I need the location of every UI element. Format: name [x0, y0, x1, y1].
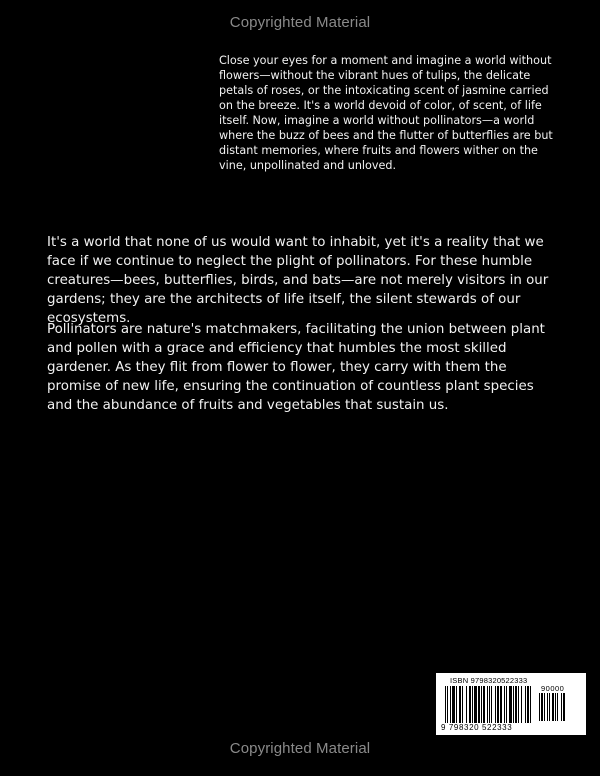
isbn-barcode: [436, 673, 586, 735]
barcode-digits: 9 798320 522333: [441, 723, 513, 732]
body-paragraph-2: Pollinators are nature's matchmakers, facilitating the union between plant and pollen with a grace and efficiency that humbles the most skilled gardener. As they flit from flower to flower, they carry with them the promise of new life, ensuring the continuation of countless plant species and the abundance of fruits and vegetables that sustain us.: [47, 322, 545, 413]
body-paragraph-1: It's a world that none of us would want to inhabit, yet it's a reality that we face if we continue to neglect the plight of pollinators. For these humble creatures—bees, butterflies, birds, and bats—are not merely visitors in our gardens; they are the architects of life itself, the silent stewards of our ecosystems.: [47, 235, 549, 326]
isbn-label: ISBN 9798320522333: [450, 676, 528, 685]
copyright-watermark-bottom: Copyrighted Material: [229, 740, 371, 757]
addon-barcode-bars: [539, 693, 579, 731]
price-code: 90000: [541, 684, 565, 693]
intro-paragraph: Close your eyes for a moment and imagine a world without flowers—without the vibrant hues of tulips, the delicate petals of roses, or the intoxicating scent of jasmine carried on the breeze. It's a world devoid of color, of scent, of life itself. Now, imagine a world without pollinators—a world where the buzz of bees and the flutter of butterflies are but distant memories, where fruits and flowers wither on the vine, unpollinated and unloved.: [219, 54, 553, 172]
barcode-bars: [445, 686, 535, 723]
copyright-watermark-top: Copyrighted Material: [229, 14, 371, 31]
